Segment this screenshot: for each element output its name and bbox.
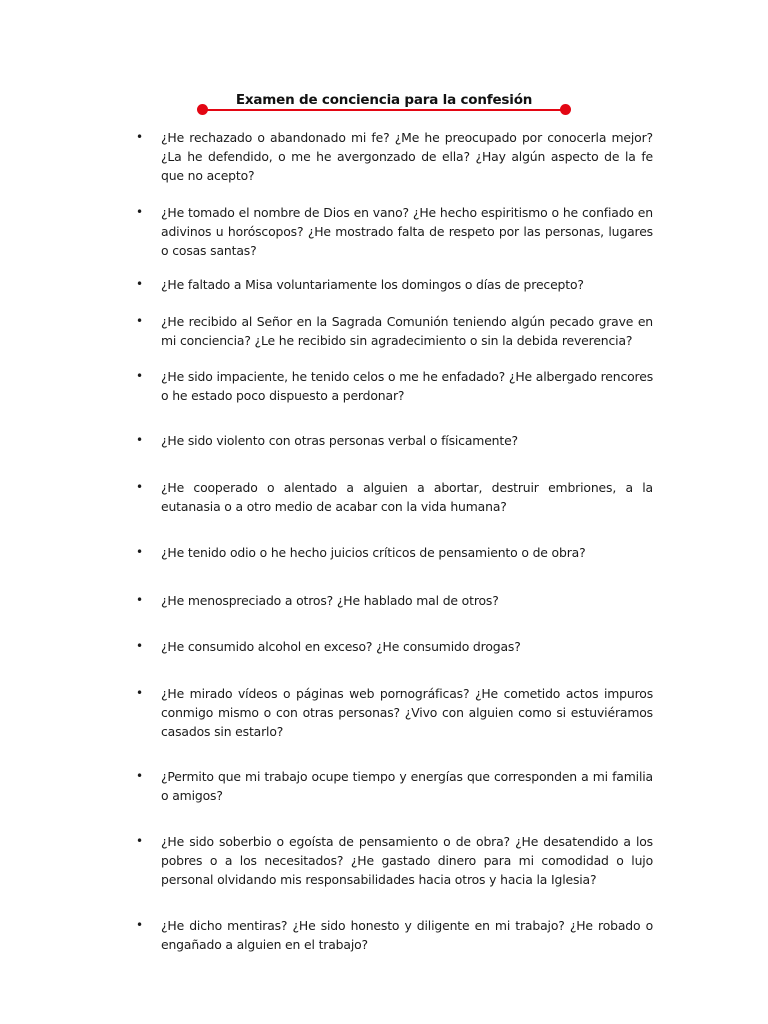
list-item-text: ¿He tomado el nombre de Dios en vano? ¿He hecho espiritismo o he confiado en adivinos u horóscopos? ¿He mostrado falta de respeto por las personas, lugares o cosas santas?: [161, 205, 653, 258]
underline-left-dot-icon: [197, 104, 208, 115]
title-block: [196, 90, 572, 118]
bullet-icon: •: [136, 834, 144, 848]
list-item-text: ¿He tenido odio o he hecho juicios críticos de pensamiento o de obra?: [161, 545, 586, 560]
list-item-text: ¿Permito que mi trabajo ocupe tiempo y energías que corresponden a mi familia o amigos?: [161, 769, 653, 803]
list-item-text: ¿He menospreciado a otros? ¿He hablado mal de otros?: [161, 593, 499, 608]
bullet-icon: •: [136, 205, 144, 219]
title-underline: [203, 109, 565, 111]
list-item-text: ¿He sido soberbio o egoísta de pensamiento o de obra? ¿He desatendido a los pobres o a los necesitados? ¿He gastado dinero para mi comodidad o lujo personal olvidando mis responsabilidades hacia otros y hacia la Iglesia?: [161, 834, 653, 887]
bullet-icon: •: [136, 545, 144, 559]
bullet-icon: •: [136, 314, 144, 328]
bullet-icon: •: [136, 433, 144, 447]
bullet-icon: •: [136, 769, 144, 783]
page-title: Examen de conciencia para la confesión: [235, 92, 533, 108]
list-item-text: ¿He rechazado o abandonado mi fe? ¿Me he preocupado por conocerla mejor? ¿La he defendido, o me he avergonzado de ella? ¿Hay algún aspecto de la fe que no acepto?: [161, 130, 653, 183]
bullet-icon: •: [136, 686, 144, 700]
bullet-icon: •: [136, 639, 144, 653]
bullet-icon: •: [136, 593, 144, 607]
list-item-text: ¿He cooperado o alentado a alguien a abortar, destruir embriones, a la eutanasia o a otro medio de acabar con la vida humana?: [161, 480, 653, 514]
list-item-text: ¿He mirado vídeos o páginas web pornográficas? ¿He cometido actos impuros conmigo mismo o con otras personas? ¿Vivo con alguien como si estuviéramos casados sin estarlo?: [161, 686, 653, 739]
bullet-icon: •: [136, 918, 144, 932]
list-item-text: ¿He dicho mentiras? ¿He sido honesto y diligente en mi trabajo? ¿He robado o engañado a alguien en el trabajo?: [161, 918, 653, 952]
list-item-text: ¿He sido violento con otras personas verbal o físicamente?: [161, 433, 518, 448]
bullet-icon: •: [136, 480, 144, 494]
bullet-icon: •: [136, 369, 144, 383]
list-item-text: ¿He consumido alcohol en exceso? ¿He consumido drogas?: [161, 639, 521, 654]
list-item-text: ¿He faltado a Misa voluntariamente los domingos o días de precepto?: [161, 277, 584, 292]
bullet-icon: •: [136, 130, 144, 144]
bullet-icon: •: [136, 277, 144, 291]
list-item-text: ¿He recibido al Señor en la Sagrada Comunión teniendo algún pecado grave en mi conciencia? ¿Le he recibido sin agradecimiento o sin la debida reverencia?: [161, 314, 653, 348]
underline-right-dot-icon: [560, 104, 571, 115]
list-item-text: ¿He sido impaciente, he tenido celos o me he enfadado? ¿He albergado rencores o he estado poco dispuesto a perdonar?: [161, 369, 653, 403]
